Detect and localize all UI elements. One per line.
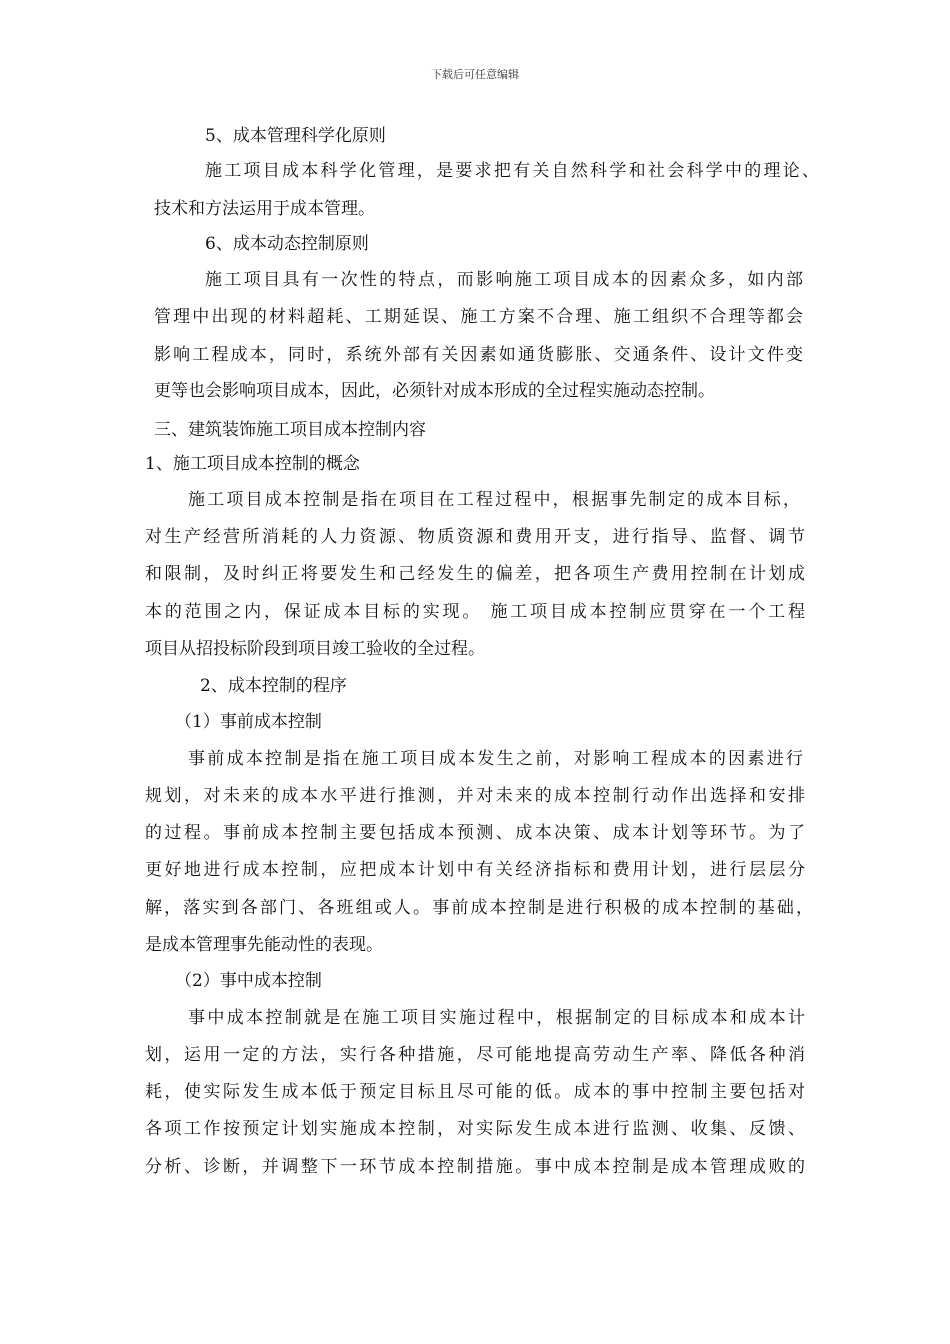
subsection-2-1-paragraph-line: 是成本管理事先能动性的表现。 [145, 935, 383, 955]
subsection-2-2-paragraph-line: 事中成本控制就是在施工项目实施过程中，根据制定的目标成本和成本计 [188, 1008, 805, 1028]
section-5-heading: 5、成本管理科学化原则 [205, 126, 386, 146]
subsection-1-paragraph-line: 施工项目成本控制是指在项目在工程过程中，根据事先制定的成本目标， [188, 490, 800, 510]
subsection-2-2-heading: （2）事中成本控制 [175, 971, 322, 991]
subsection-1-paragraph-line: 对生产经营所消耗的人力资源、物质资源和费用开支，进行指导、监督、调节 [145, 527, 805, 547]
subsection-2-1-paragraph-line: 的过程。事前成本控制主要包括成本预测、成本决策、成本计划等环节。为了 [145, 823, 805, 843]
section-6-paragraph-line: 更等也会影响项目成本，因此，必须针对成本形成的全过程实施动态控制。 [154, 381, 715, 401]
section-6-paragraph-line: 施工项目具有一次性的特点，而影响施工项目成本的因素众多，如内部 [205, 270, 803, 290]
subsection-1-paragraph-line: 项目从招投标阶段到项目竣工验收的全过程。 [145, 639, 485, 659]
subsection-2-heading: 2、成本控制的程序 [200, 676, 347, 696]
subsection-2-1-heading: （1）事前成本控制 [175, 712, 322, 732]
section-5-paragraph-line: 施工项目成本科学化管理，是要求把有关自然科学和社会科学中的理论、 [205, 161, 819, 181]
subsection-2-1-paragraph-line: 规划，对未来的成本水平进行推测，并对未来的成本控制行动作出选择和安排 [145, 786, 805, 806]
section-6-paragraph-line: 影响工程成本，同时，系统外部有关因素如通货膨胀、交通条件、设计文件变 [154, 345, 803, 365]
subsection-2-2-paragraph-line: 各项工作按预定计划实施成本控制，对实际发生成本进行监测、收集、反馈、 [145, 1119, 805, 1139]
part-3-heading: 三、建筑装饰施工项目成本控制内容 [154, 420, 426, 440]
subsection-1-heading: 1、施工项目成本控制的概念 [145, 454, 360, 474]
subsection-2-2-paragraph-line: 划，运用一定的方法，实行各种措施，尽可能地提高劳动生产率、降低各种消 [145, 1045, 805, 1065]
section-5-paragraph-line: 技术和方法运用于成本管理。 [154, 199, 375, 219]
subsection-1-paragraph-line: 和限制，及时纠正将要发生和己经发生的偏差，把各项生产费用控制在计划成 [145, 564, 805, 584]
subsection-1-paragraph-line: 本的范围之内，保证成本目标的实现。 施工项目成本控制应贯穿在一个工程 [145, 602, 805, 622]
section-6-heading: 6、成本动态控制原则 [205, 234, 369, 254]
page-header: 下载后可任意编辑 [431, 68, 519, 81]
subsection-2-1-paragraph-line: 更好地进行成本控制，应把成本计划中有关经济指标和费用计划，进行层层分 [145, 860, 805, 880]
subsection-2-2-paragraph-line: 分析、诊断，并调整下一环节成本控制措施。事中成本控制是成本管理成败的 [145, 1157, 805, 1177]
subsection-2-1-paragraph-line: 事前成本控制是指在施工项目成本发生之前，对影响工程成本的因素进行 [188, 749, 803, 769]
section-6-paragraph-line: 管理中出现的材料超耗、工期延误、施工方案不合理、施工组织不合理等都会 [154, 307, 803, 327]
subsection-2-2-paragraph-line: 耗，使实际发生成本低于预定目标且尽可能的低。成本的事中控制主要包括对 [145, 1082, 805, 1102]
subsection-2-1-paragraph-line: 解，落实到各部门、各班组或人。事前成本控制是进行积极的成本控制的基础， [145, 898, 813, 918]
